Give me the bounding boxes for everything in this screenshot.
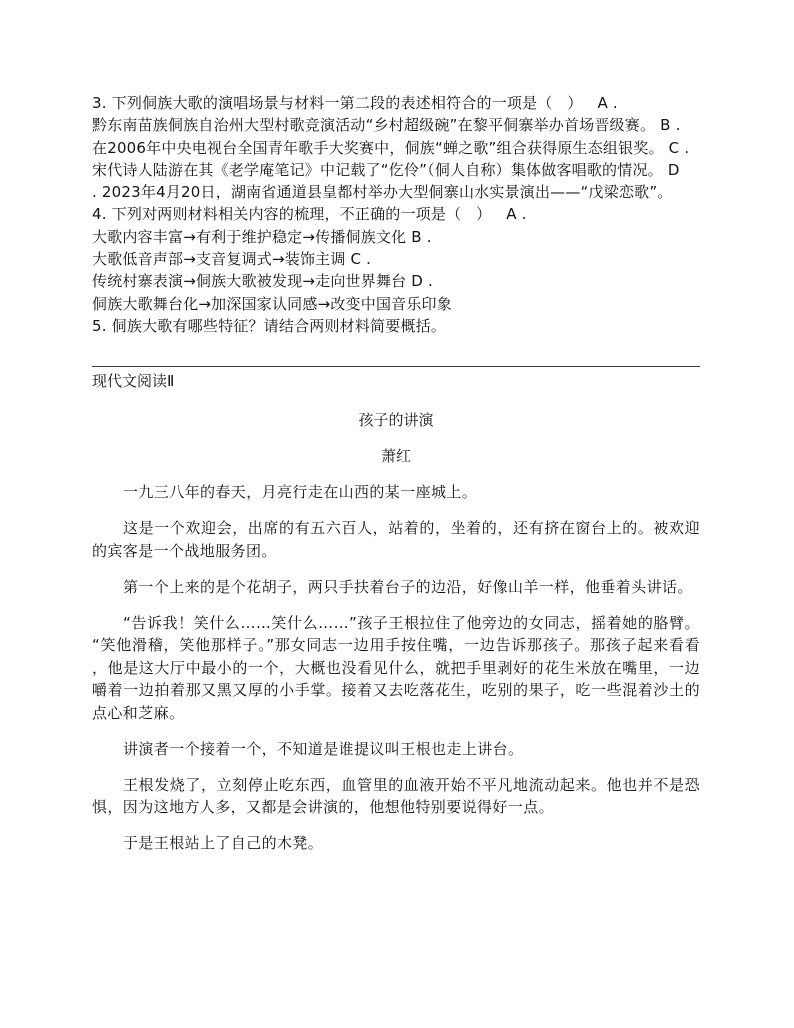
paragraph-line: 嚼着一边拍着那又黑又厚的小手掌。接着又去吃落花生，吃别的果子，吃一些混着沙土的 (92, 681, 700, 700)
question-line: 大歌内容丰富→有利于维护稳定→传播侗族文化 B . (92, 227, 432, 246)
article-author: 萧红 (380, 447, 411, 465)
paragraph (92, 832, 700, 855)
question-5-stem: 5. 侗族大歌有哪些特征？请结合两则材料简要概括。 (92, 316, 447, 335)
paragraph-line: 惧，因为这地方人多，又都是会讲演的，他想他特别要说得好一点。 (92, 798, 555, 817)
question-line: . 2023年4月20日，湖南省通道县皇都村举办大型侗寨山水实景演出——“戊梁恋歌”。 (92, 183, 673, 202)
question-line: 在2006年中央电视台全国青年歌手大奖赛中，侗族“蝉之歌”组合获得原生态组银奖。 C . (92, 138, 690, 157)
paragraph (92, 738, 700, 761)
article-body (92, 481, 700, 868)
question-line: 传统村寨表演→侗族大歌被发现→走向世界舞台 D . (92, 272, 433, 291)
question-line: 宋代诗人陆游在其《老学庵笔记》中记载了“仡伶”（侗人自称）集体做客唱歌的情况。 D (92, 160, 680, 179)
article-title: 孩子的讲演 (358, 411, 434, 429)
paragraph (92, 481, 700, 504)
question-block (92, 92, 700, 337)
paragraph-line: “告诉我！笑什么……笑什么……”孩子王根拉住了他旁边的女同志，摇着她的胳臂。 (123, 613, 700, 632)
paragraph (92, 612, 700, 725)
question-3-stem: 3. 下列侗族大歌的演唱场景与材料一第二段的表述相符合的一项是（ ） A . (92, 94, 618, 112)
question-line: 大歌低音声部→支音复调式→装饰主调 C . (92, 250, 372, 269)
paragraph-line: 点心和芝麻。 (92, 703, 185, 722)
paragraph-line: 第一个上来的是个花胡子，两只手扶着台子的边沿，好像山羊一样，他垂着头讲话。 (123, 577, 693, 596)
paragraph-line: ，他是这大厅中最小的一个，大概也没看见什么，就把手里剥好的花生米放在嘴里，一边 (92, 658, 700, 677)
question-line: 黔东南苗族侗族自治州大型村歌竞演活动“乡村超级碗”在黎平侗寨举办首场晋级赛。 B . (92, 116, 681, 135)
paragraph (92, 517, 700, 562)
paragraph (92, 774, 700, 819)
paragraph-line: “笑他滑稽，笑他那样子。”那女同志一边用手按住嘴，一边告诉那孩子。那孩子起来看看 (92, 636, 700, 655)
paragraph-line: 的宾客是一个战地服务团。 (92, 541, 277, 560)
paragraph-line: 于是王根站上了自己的木凳。 (123, 834, 324, 853)
paragraph-line: 讲演者一个接着一个，不知道是谁提议叫王根也走上讲台。 (123, 739, 524, 758)
paragraph-line: 这是一个欢迎会，出席的有五六百人，站着的，坐着的，还有挤在窗台上的。被欢迎 (123, 518, 700, 537)
section-heading: 现代文阅读Ⅱ (92, 372, 175, 390)
question-4-stem: 4. 下列对两则材料相关内容的梳理，不正确的一项是（ ） A . (92, 205, 527, 224)
paragraph-line: 一九三八年的春天，月亮行走在山西的某一座城上。 (123, 483, 478, 501)
paragraph-line: 王根发烧了，立刻停止吃东西，血管里的血液开始不平凡地流动起来。他也并不是恐 (123, 775, 700, 794)
question-line: 侗族大歌舞台化→加深国家认同感→改变中国音乐印象 (92, 294, 452, 313)
section-divider (92, 366, 700, 367)
paragraph (92, 576, 700, 599)
